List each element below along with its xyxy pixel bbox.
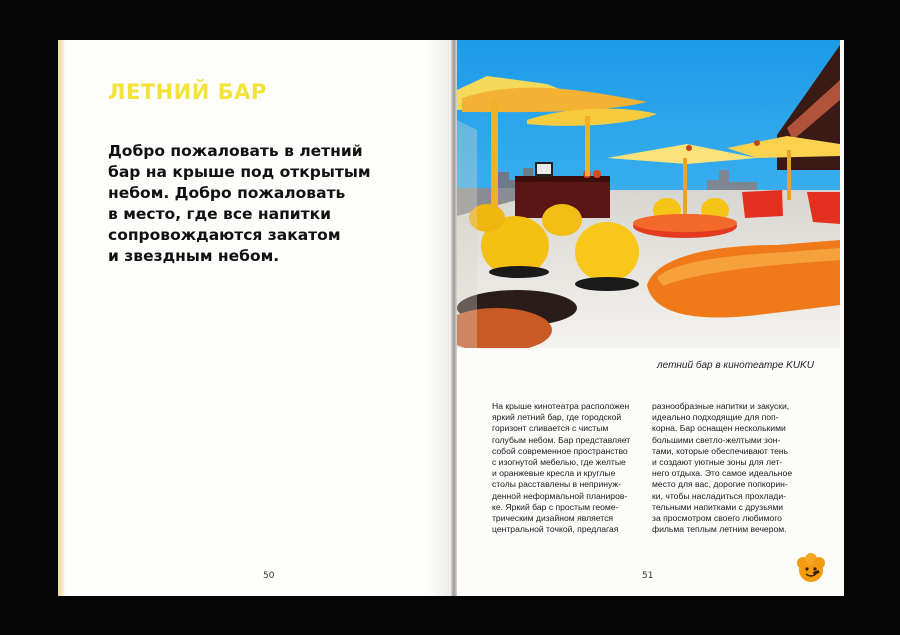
body-line: с изогнутой мебелью, где желтые bbox=[492, 457, 626, 468]
body-line: ки, чтобы насладиться прохлади- bbox=[652, 490, 786, 501]
body-line: центральной точкой, предлагая bbox=[492, 524, 619, 535]
body-line: разнообразные напитки и закуски, bbox=[652, 401, 790, 411]
text-column-1 bbox=[492, 401, 642, 535]
rooftop-bar-illustration bbox=[457, 40, 840, 348]
illustration-svg bbox=[457, 40, 840, 348]
body-line: На крыше кинотеатра расположен bbox=[492, 401, 630, 411]
body-line: голубым небом. Бар представляет bbox=[492, 434, 631, 445]
body-line: место для вас, дорогие попкорин- bbox=[652, 479, 788, 490]
intro-line: бар на крыше под открытым bbox=[108, 163, 371, 181]
body-line: и создают уютные зоны для лет- bbox=[652, 457, 783, 468]
body-line: него отдыха. Это самое идеальное bbox=[652, 468, 793, 479]
body-line: тами, которые обеспечивают тень bbox=[652, 445, 789, 456]
body-line: фильма теплым летним вечером. bbox=[652, 524, 787, 535]
body-line: горизонт сливается с чистым bbox=[492, 423, 609, 434]
intro-line: небом. Добро пожаловать bbox=[108, 184, 346, 202]
intro-text bbox=[108, 141, 428, 267]
body-line: идеально подходящие для поп- bbox=[652, 412, 779, 423]
body-line: корна. Бар оснащен несколькими bbox=[652, 423, 786, 434]
book-spread bbox=[58, 40, 844, 596]
right-page bbox=[457, 40, 844, 596]
intro-line: сопровождаются закатом bbox=[108, 226, 341, 244]
page-number-right: 51 bbox=[642, 571, 654, 581]
text-column-2 bbox=[652, 401, 802, 535]
left-page bbox=[58, 40, 453, 596]
body-line: тельными напитками с друзьями bbox=[652, 501, 784, 512]
body-line: собой современное пространство bbox=[492, 445, 628, 456]
intro-line: Добро пожаловать в летний bbox=[108, 142, 363, 160]
page-edge bbox=[58, 40, 64, 596]
body-line: трическим дизайном является bbox=[492, 513, 614, 524]
body-line: и оранжевые кресла и круглые bbox=[492, 468, 616, 479]
photo-caption: летний бар в кинотеатре KUKU bbox=[657, 360, 814, 371]
popcorn-mascot-icon bbox=[794, 550, 828, 588]
intro-line: в место, где все напитки bbox=[108, 205, 332, 223]
body-line: ке. Яркий бар с простым геоме- bbox=[492, 501, 619, 512]
page-number-left: 50 bbox=[263, 571, 275, 581]
intro-line: и звездным небом. bbox=[108, 247, 280, 265]
body-line: яркий летний бар, где городской bbox=[492, 412, 622, 423]
page-title: ЛЕТНИЙ БАР bbox=[108, 80, 267, 104]
body-line: за просмотром своего любимого bbox=[652, 513, 782, 524]
body-line: денной неформальной планиров- bbox=[492, 490, 628, 501]
body-line: столы расставлены в непринуж- bbox=[492, 479, 622, 490]
body-line: большими светло-желтыми зон- bbox=[652, 434, 781, 445]
